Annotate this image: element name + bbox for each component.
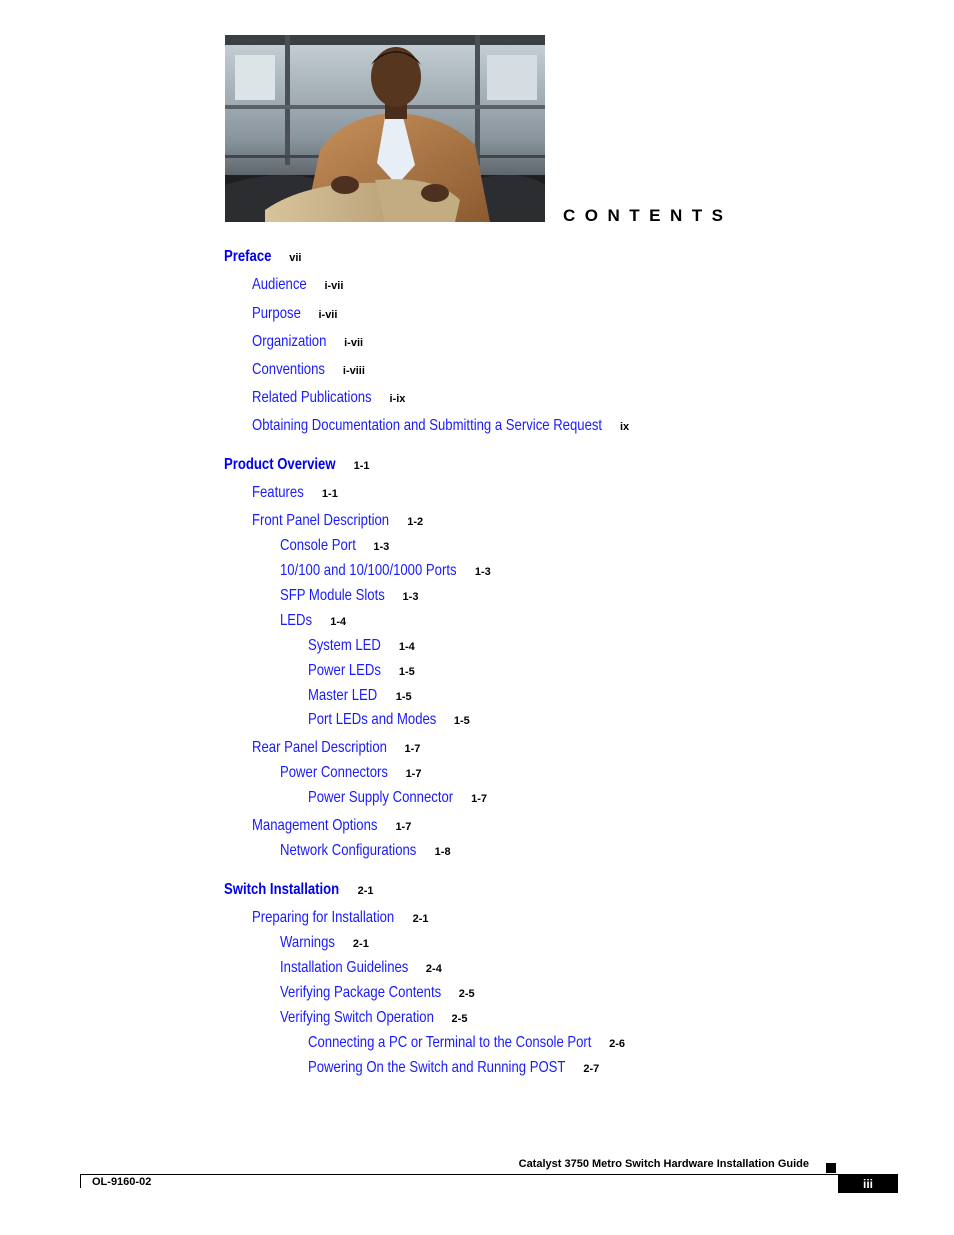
toc-entry-page: i-ix [389,393,406,405]
toc-entry-title[interactable]: Switch Installation [224,881,340,898]
toc-entry-title[interactable]: Network Configurations [280,842,417,859]
toc-entry-title[interactable]: Front Panel Description [252,512,390,529]
toc-entry[interactable] [252,416,629,436]
toc-entry[interactable] [252,388,405,408]
footer-doc-number: OL-9160-02 [92,1176,152,1188]
toc-entry-page: i-viii [342,365,365,377]
toc-entry[interactable] [280,611,346,631]
footer-marker [826,1163,836,1173]
toc-entry-title[interactable]: Related Publications [252,389,372,406]
toc-entry-title[interactable]: Power Connectors [280,764,388,781]
toc-entry[interactable] [280,1008,467,1028]
toc-entry-page: 1-7 [404,743,421,755]
toc-entry-title[interactable]: Conventions [252,361,325,378]
toc-entry-title[interactable]: Verifying Switch Operation [280,1009,434,1026]
toc-entry[interactable] [252,332,363,352]
toc-entry[interactable] [252,816,411,836]
toc-entry-title[interactable]: Management Options [252,817,378,834]
toc-entry-page: 1-3 [373,541,390,553]
toc-entry[interactable] [308,1033,625,1053]
toc-entry[interactable] [252,360,365,380]
toc-entry-page: i-vii [344,337,364,349]
toc-entry-title[interactable]: LEDs [280,612,313,629]
toc-entry-page: 2-5 [451,1013,468,1025]
toc-entry-page: 2-1 [352,938,369,950]
footer-tick [80,1174,81,1188]
toc-entry-page: 1-7 [405,768,422,780]
toc-entry-page: 1-1 [321,488,338,500]
toc-entry[interactable] [308,661,415,681]
toc-entry[interactable] [224,455,370,475]
toc-entry-page: 1-3 [474,566,491,578]
footer-rule [80,1174,898,1175]
toc-entry[interactable] [280,933,369,953]
toc-entry-title[interactable]: Power Supply Connector [308,789,454,806]
toc-entry-title[interactable]: Master LED [308,687,378,704]
toc-entry[interactable] [252,511,423,531]
toc-entry[interactable] [224,880,374,900]
toc-entry-page: 1-4 [330,616,347,628]
footer-page-number: iii [838,1175,898,1193]
toc-entry-page: i-vii [318,309,338,321]
toc-entry[interactable] [280,958,442,978]
toc-entry-title[interactable]: Warnings [280,934,335,951]
toc-entry-title[interactable]: Obtaining Documentation and Submitting a Service Request [252,417,603,434]
toc-entry-page: 1-2 [407,516,424,528]
header-photo [225,35,545,222]
toc-entry[interactable] [280,841,451,861]
toc-entry-title[interactable]: Preface [224,248,272,265]
toc-entry-page: 2-4 [425,963,442,975]
toc-entry-title[interactable]: Port LEDs and Modes [308,711,437,728]
toc-entry-page: 2-7 [583,1063,600,1075]
toc-entry-title[interactable]: Product Overview [224,456,336,473]
toc-entry-title[interactable]: Powering On the Switch and Running POST [308,1059,566,1076]
toc-entry[interactable] [308,710,470,730]
toc-entry-page: vii [289,252,302,264]
toc-entry[interactable] [252,483,338,503]
toc-entry-title[interactable]: Features [252,484,304,501]
toc-entry[interactable] [252,738,420,758]
footer-guide-title: Catalyst 3750 Metro Switch Hardware Installation Guide [518,1158,809,1170]
toc-entry-title[interactable]: Console Port [280,537,356,554]
toc-entry-page: 2-1 [357,885,374,897]
toc-entry[interactable] [280,983,475,1003]
toc-entry-page: 1-3 [402,591,419,603]
toc-entry-title[interactable]: Connecting a PC or Terminal to the Console Port [308,1034,592,1051]
toc-entry[interactable] [224,247,301,267]
toc-entry-title[interactable]: Audience [252,276,307,293]
toc-entry-page: 1-1 [353,460,370,472]
toc-entry-title[interactable]: 10/100 and 10/100/1000 Ports [280,562,457,579]
toc-entry-page: 1-5 [398,666,415,678]
toc-entry[interactable] [252,275,343,295]
toc-entry[interactable] [308,1058,599,1078]
toc-entry-page: ix [620,421,630,433]
toc-entry-title[interactable]: Installation Guidelines [280,959,409,976]
toc-entry-title[interactable]: Rear Panel Description [252,739,387,756]
toc-entry-page: 1-7 [395,821,412,833]
toc-entry[interactable] [280,536,389,556]
toc-entry[interactable] [280,586,418,606]
toc-entry[interactable] [280,561,491,581]
photo-illustration [225,35,545,222]
toc-entry[interactable] [252,908,429,928]
toc-entry-page: 2-1 [412,913,429,925]
toc-entry-title[interactable]: Organization [252,333,327,350]
toc-entry-title[interactable]: Preparing for Installation [252,909,395,926]
toc-entry-page: 1-7 [471,793,488,805]
toc-entry-page: 2-6 [609,1038,626,1050]
toc-entry-title[interactable]: Purpose [252,305,301,322]
toc-entry[interactable] [252,304,337,324]
toc-entry-page: 1-5 [453,715,470,727]
toc-entry-title[interactable]: Power LEDs [308,662,381,679]
toc-entry[interactable] [280,763,421,783]
toc-entry[interactable] [308,636,415,656]
toc-entry-page: 1-5 [395,691,412,703]
toc-entry-title[interactable]: System LED [308,637,381,654]
toc-entry-page: 1-4 [398,641,415,653]
toc-entry[interactable] [308,788,487,808]
contents-heading: CONTENTS [563,206,733,225]
toc-entry-page: 2-5 [458,988,475,1000]
toc-entry-title[interactable]: SFP Module Slots [280,587,385,604]
toc-entry-page: 1-8 [434,846,451,858]
toc-entry[interactable] [308,686,412,706]
toc-entry-page: i-vii [324,280,344,292]
toc-entry-title[interactable]: Verifying Package Contents [280,984,442,1001]
